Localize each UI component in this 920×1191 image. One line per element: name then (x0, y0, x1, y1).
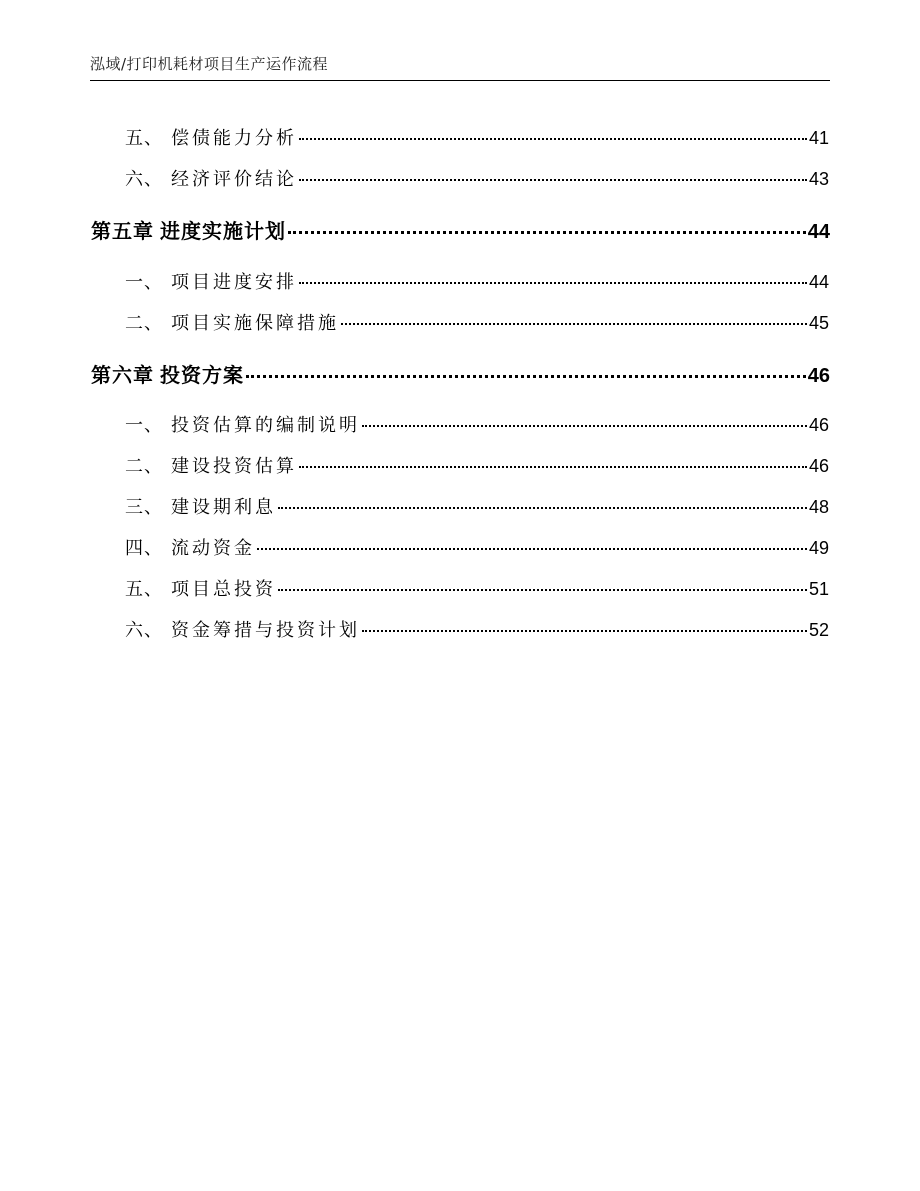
toc-entry-page: 46 (808, 415, 829, 435)
dot-leader (288, 230, 806, 234)
toc-entry-title: 建设期利息 (171, 497, 276, 518)
toc-entry[interactable] (125, 534, 829, 560)
toc-chapter-entry[interactable] (91, 359, 830, 387)
toc-entry-title: 项目进度安排 (171, 272, 297, 293)
toc-entry[interactable] (125, 268, 829, 294)
toc-entry[interactable] (125, 452, 829, 478)
toc-entry-page: 48 (808, 497, 829, 517)
toc-entry-number: 二、 (125, 313, 163, 334)
dot-leader (341, 322, 807, 325)
toc-entry-page: 41 (808, 128, 829, 148)
toc-entry-number: 三、 (125, 497, 163, 518)
toc-entry-page: 45 (808, 313, 829, 333)
toc-entry-page: 43 (808, 169, 829, 189)
toc-chapter-title: 投资方案 (160, 363, 244, 387)
header-title: 泓域/打印机耗材项目生产运作流程 (90, 55, 329, 73)
toc-entry-page: 44 (807, 221, 830, 243)
toc-entry-title: 项目总投资 (171, 579, 276, 600)
toc-chapter-title: 进度实施计划 (160, 219, 286, 243)
toc-entry-page: 46 (808, 456, 829, 476)
dot-leader (299, 137, 807, 140)
toc-entry-title: 资金筹措与投资计划 (171, 620, 360, 641)
toc-entry-page: 51 (808, 579, 829, 599)
toc-entry-title: 投资估算的编制说明 (171, 415, 360, 436)
dot-leader (257, 547, 807, 550)
dot-leader (299, 465, 807, 468)
toc-entry-number: 一、 (125, 415, 163, 436)
toc-entry[interactable] (125, 411, 829, 437)
toc-entry-page: 52 (808, 620, 829, 640)
toc-entry-number: 一、 (125, 272, 163, 293)
toc-entry-page: 46 (807, 365, 830, 387)
toc-chapter-number: 第六章 (91, 363, 154, 387)
toc-entry-title: 流动资金 (171, 538, 255, 559)
toc-entry-title: 偿债能力分析 (171, 128, 297, 149)
toc-entry-number: 六、 (125, 169, 163, 190)
toc-entry-number: 四、 (125, 538, 163, 559)
toc-entry-page: 49 (808, 538, 829, 558)
dot-leader (278, 506, 807, 509)
dot-leader (362, 629, 807, 632)
toc-entry-title: 项目实施保障措施 (171, 313, 339, 334)
toc-entry-page: 44 (808, 272, 829, 292)
toc-entry-title: 建设投资估算 (171, 456, 297, 477)
dot-leader (278, 588, 807, 591)
toc-entry-title: 经济评价结论 (171, 169, 297, 190)
toc-entry-number: 五、 (125, 128, 163, 149)
dot-leader (299, 178, 807, 181)
dot-leader (246, 374, 806, 378)
dot-leader (299, 281, 807, 284)
toc-entry[interactable] (125, 616, 829, 642)
toc-entry[interactable] (125, 493, 829, 519)
toc-entry-number: 二、 (125, 456, 163, 477)
toc-entry[interactable] (125, 124, 829, 150)
toc-entry[interactable] (125, 309, 829, 335)
toc-entry-number: 五、 (125, 579, 163, 600)
toc-entry-number: 六、 (125, 620, 163, 641)
toc-chapter-entry[interactable] (91, 215, 830, 243)
toc-entry[interactable] (125, 165, 829, 191)
page-header (90, 54, 830, 81)
toc-chapter-number: 第五章 (91, 219, 154, 243)
dot-leader (362, 424, 807, 427)
toc-entry[interactable] (125, 575, 829, 601)
